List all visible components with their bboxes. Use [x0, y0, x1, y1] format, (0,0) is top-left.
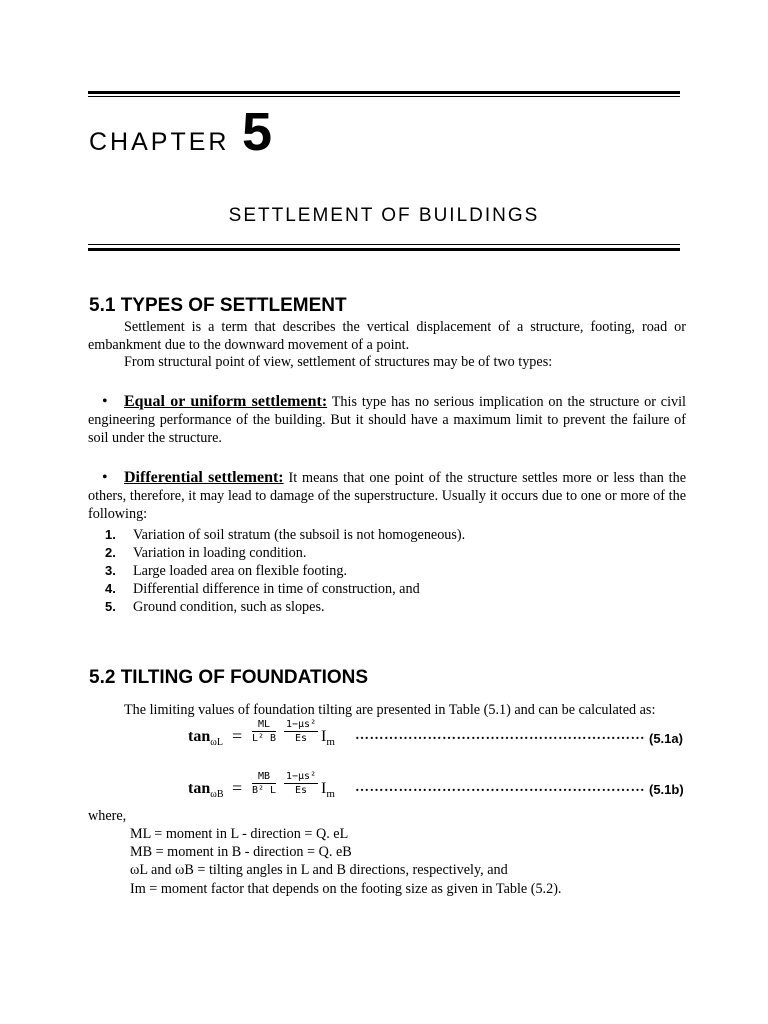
eq-equals: = [232, 726, 243, 746]
list-number: 1. [105, 527, 116, 542]
eq-fraction-moment: $\frac{ML}{\text{L² B}}$ [252, 719, 277, 744]
cause-list [105, 526, 465, 616]
list-item [105, 544, 465, 562]
list-text: Variation in loading condition. [133, 545, 307, 561]
equation-5-1b [188, 770, 658, 810]
eq-dot-leader: …………………………………………………… [355, 728, 645, 743]
list-text: Differential difference in time of construction, and [133, 581, 420, 597]
list-text: Variation of soil stratum (the subsoil is not homogeneous). [133, 527, 466, 543]
bullet-term: Equal or uniform settlement: [124, 393, 328, 410]
equation-label-5-1a: (5.1a) [649, 731, 683, 746]
list-item [105, 598, 465, 616]
list-text: Ground condition, such as slopes. [133, 599, 325, 615]
bullet-text: This type has no serious implication on the structure or civil engineering performance of the building. But it should have a maximum limit to prevent the failure of soil under the structure. [88, 394, 686, 446]
list-item [105, 580, 465, 598]
bullet-text: It means that one point of the structure settles more or less than the others, therefore, it may lead to damage of the superstructure. Usually it occurs due to one or more of the following: [88, 470, 686, 522]
eq-fraction-poisson: $\frac{\text{1−μs²}}{Es}$ [286, 719, 317, 744]
bottom-rule-thick [88, 248, 680, 251]
list-number: 5. [105, 599, 116, 614]
paragraph-two-types: From structural point of view, settlement of structures may be of two types: [124, 354, 553, 370]
definition-omega: ωL and ωB = tilting angles in L and B directions, respectively, and [130, 862, 508, 878]
bottom-rule-thin [88, 244, 680, 245]
list-item [105, 562, 465, 580]
eq-tan: $\tan_{\omega B}$ [188, 780, 224, 801]
bullet-icon: • [102, 469, 108, 486]
eq-fraction-moment: $\frac{MB}{\text{B² L}}$ [252, 771, 277, 796]
eq-moment-factor: $I_m$ [321, 728, 335, 749]
paragraph-tilting-intro: The limiting values of foundation tilting are presented in Table (5.1) and can be calculated as: [124, 702, 656, 718]
where-label: where, [88, 808, 127, 824]
list-number: 4. [105, 581, 116, 596]
chapter-title: SETTLEMENT OF BUILDINGS [228, 205, 540, 226]
eq-fraction-poisson: $\frac{\text{1−μs²}}{Es}$ [286, 771, 317, 796]
list-text: Large loaded area on flexible footing. [133, 563, 348, 579]
bullet-icon: • [102, 393, 108, 410]
top-rule-thick [88, 91, 680, 94]
top-rule-thin [88, 96, 680, 97]
definition-ml: ML = moment in L - direction = Q. eL [130, 826, 349, 842]
list-item [105, 526, 465, 544]
chapter-number: 5 [242, 102, 273, 162]
bullet-uniform-settlement [88, 393, 686, 447]
list-number: 2. [105, 545, 116, 560]
bullet-term: Differential settlement: [124, 469, 284, 486]
eq-tan: $\tan_{\omega L}$ [188, 728, 223, 749]
eq-dot-leader: …………………………………………………… [355, 780, 645, 795]
definition-im: Im = moment factor that depends on the footing size as given in Table (5.2). [130, 881, 562, 897]
paragraph-settlement-definition: Settlement is a term that describes the vertical displacement of a structure, footing, road or embankment due to the downward movement of a point. [88, 319, 686, 353]
bullet-differential-settlement [88, 469, 686, 523]
chapter-label: CHAPTER [89, 128, 230, 156]
section-heading-5-2: 5.2 TILTING OF FOUNDATIONS [89, 667, 369, 688]
equation-label-5-1b: (5.1b) [649, 782, 684, 797]
equation-5-1a [188, 718, 658, 758]
definition-mb: MB = moment in B - direction = Q. eB [130, 844, 352, 860]
list-number: 3. [105, 563, 116, 578]
eq-equals: = [232, 778, 243, 798]
eq-moment-factor: $I_m$ [321, 780, 335, 801]
section-heading-5-1: 5.1 TYPES OF SETTLEMENT [89, 295, 347, 316]
